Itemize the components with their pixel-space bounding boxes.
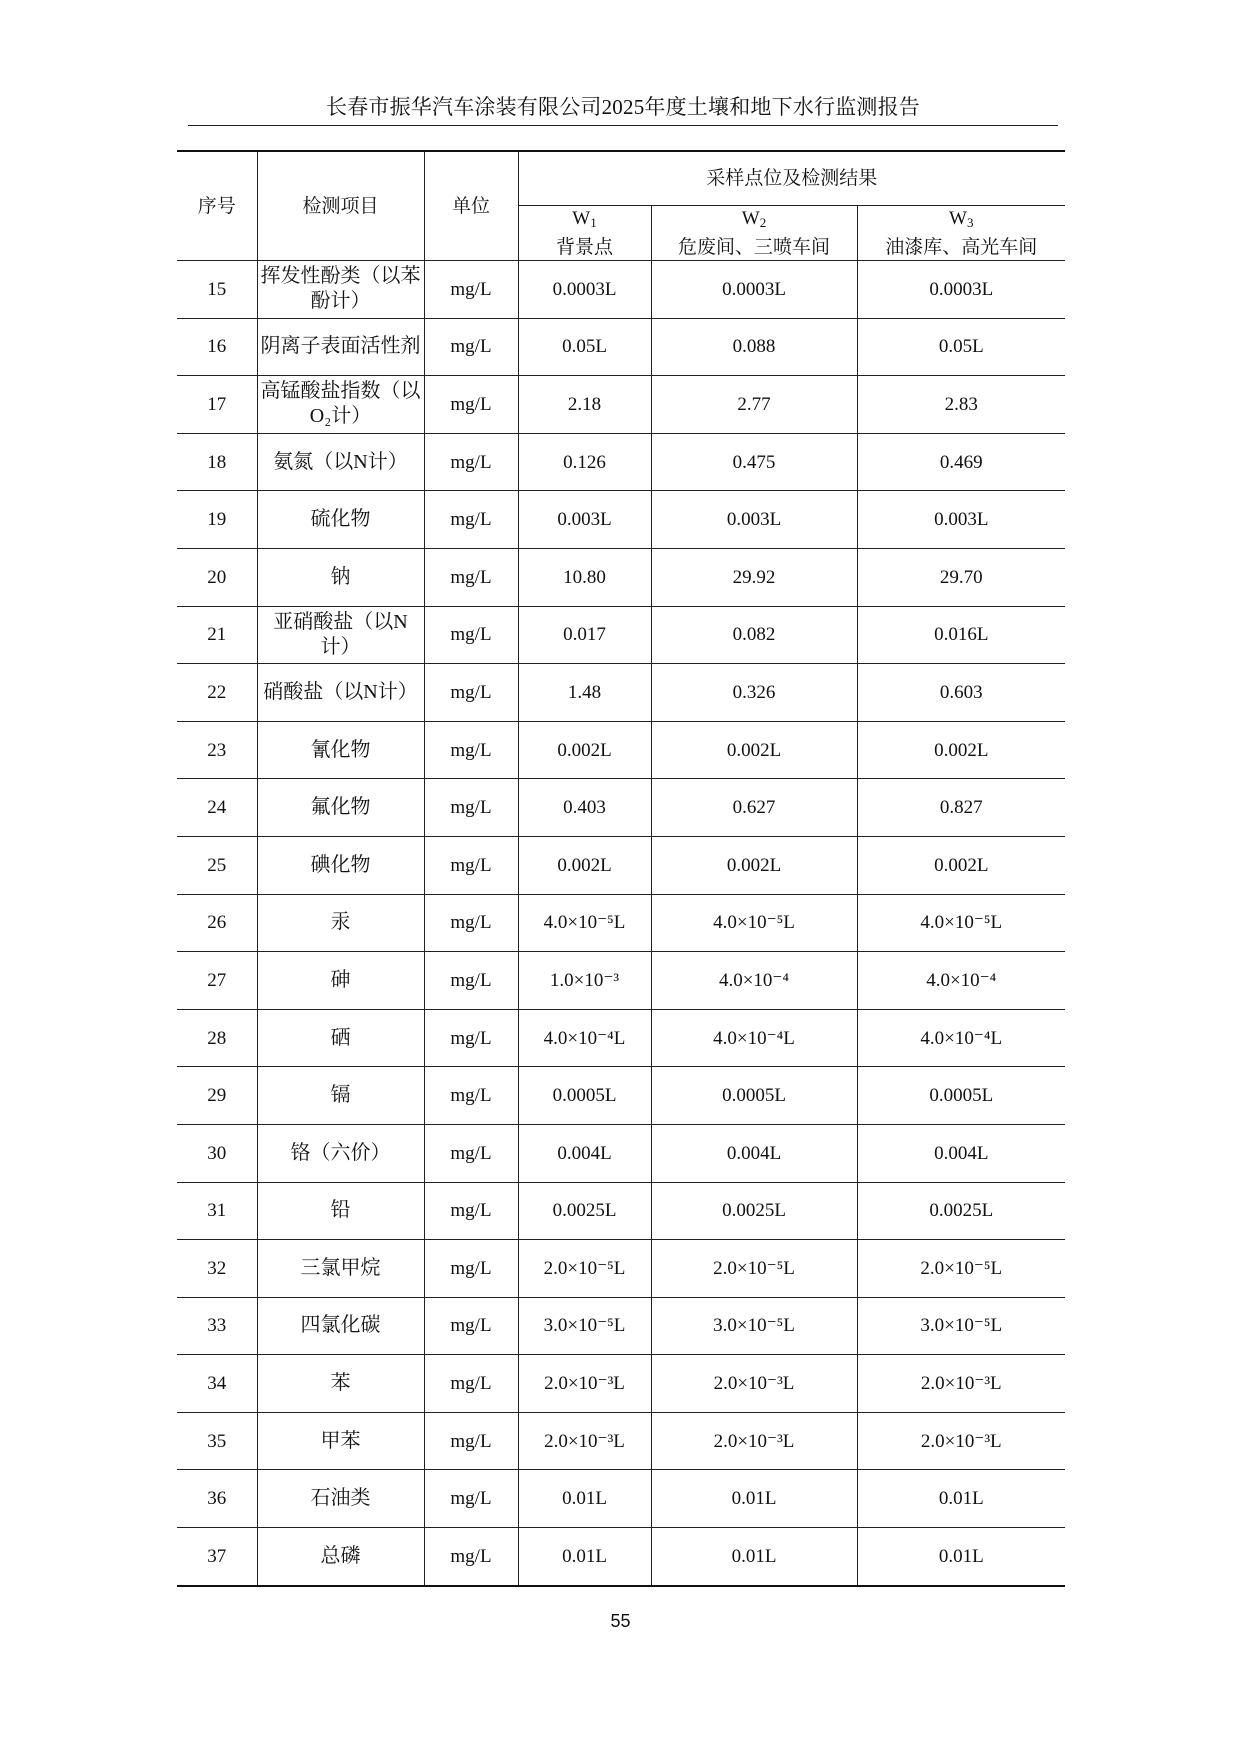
row-index-cell: 31 (177, 1182, 257, 1240)
row-value-w2: 0.627 (651, 779, 857, 837)
row-value-w3: 0.0003L (857, 261, 1065, 319)
row-value-w2: 0.475 (651, 433, 857, 491)
monitoring-results-table (177, 150, 1065, 1587)
row-unit-cell: mg/L (424, 779, 518, 837)
row-value-w2: 2.0×10⁻⁵L (651, 1240, 857, 1298)
table-row (177, 376, 1065, 434)
row-value-w3: 2.0×10⁻³L (857, 1355, 1065, 1413)
site-code-w3: $W_3$ (949, 208, 974, 230)
row-unit-cell: mg/L (424, 548, 518, 606)
site-header-w1 (518, 206, 651, 261)
table-row (177, 261, 1065, 319)
row-item-cell: 硒 (257, 1009, 424, 1067)
row-value-w3: 2.0×10⁻³L (857, 1412, 1065, 1470)
page-number: 55 (610, 1611, 631, 1631)
row-value-w1: 0.003L (518, 491, 651, 549)
report-title: 长春市振华汽车涂装有限公司2025年度土壤和地下水行监测报告 (326, 95, 920, 119)
row-item-cell: 亚硝酸盐（以N计） (257, 606, 424, 664)
row-item-cell: 总磷 (257, 1528, 424, 1586)
table-row (177, 1355, 1065, 1413)
row-value-w1: 0.05L (518, 318, 651, 376)
row-value-w1: 4.0×10⁻⁵L (518, 894, 651, 952)
row-unit-cell: mg/L (424, 606, 518, 664)
row-value-w3: 2.83 (857, 376, 1065, 434)
row-value-w2: 29.92 (651, 548, 857, 606)
row-unit-cell: mg/L (424, 1470, 518, 1528)
row-value-w3: 0.469 (857, 433, 1065, 491)
column-header-unit: 单位 (424, 151, 518, 261)
row-value-w1: 3.0×10⁻⁵L (518, 1297, 651, 1355)
row-value-w1: 0.0003L (518, 261, 651, 319)
row-index-cell: 33 (177, 1297, 257, 1355)
row-unit-cell: mg/L (424, 1412, 518, 1470)
row-unit-cell: mg/L (424, 1067, 518, 1125)
table-row (177, 779, 1065, 837)
column-header-sampling-group: 采样点位及检测结果 (518, 151, 1065, 206)
row-value-w3: 0.603 (857, 664, 1065, 722)
row-item-cell: 钠 (257, 548, 424, 606)
row-value-w3: 3.0×10⁻⁵L (857, 1297, 1065, 1355)
row-value-w3: 0.05L (857, 318, 1065, 376)
row-value-w2: 4.0×10⁻⁴L (651, 1009, 857, 1067)
row-item-cell: 硝酸盐（以N计） (257, 664, 424, 722)
row-value-w1: 0.002L (518, 836, 651, 894)
row-value-w1: 0.0025L (518, 1182, 651, 1240)
row-unit-cell: mg/L (424, 1124, 518, 1182)
row-value-w3: 0.01L (857, 1470, 1065, 1528)
row-item-cell: 高锰酸盐指数（以O₂计） (257, 376, 424, 434)
row-index-cell: 15 (177, 261, 257, 319)
row-index-cell: 24 (177, 779, 257, 837)
row-value-w3: 0.016L (857, 606, 1065, 664)
row-unit-cell: mg/L (424, 376, 518, 434)
row-value-w1: 0.01L (518, 1470, 651, 1528)
row-value-w2: 2.0×10⁻³L (651, 1412, 857, 1470)
row-item-cell: 氟化物 (257, 779, 424, 837)
row-item-cell: 阴离子表面活性剂 (257, 318, 424, 376)
row-unit-cell: mg/L (424, 721, 518, 779)
table-row (177, 1124, 1065, 1182)
row-value-w2: 2.0×10⁻³L (651, 1355, 857, 1413)
row-value-w1: 0.403 (518, 779, 651, 837)
row-value-w3: 4.0×10⁻⁵L (857, 894, 1065, 952)
table-row (177, 1412, 1065, 1470)
row-item-cell: 甲苯 (257, 1412, 424, 1470)
table-row (177, 548, 1065, 606)
row-index-cell: 37 (177, 1528, 257, 1586)
results-table-body (177, 261, 1065, 1586)
table-row (177, 664, 1065, 722)
row-index-cell: 19 (177, 491, 257, 549)
row-value-w2: 0.0003L (651, 261, 857, 319)
row-value-w1: 0.002L (518, 721, 651, 779)
row-index-cell: 20 (177, 548, 257, 606)
row-item-cell: 汞 (257, 894, 424, 952)
row-index-cell: 35 (177, 1412, 257, 1470)
row-unit-cell: mg/L (424, 1528, 518, 1586)
row-index-cell: 17 (177, 376, 257, 434)
row-value-w1: 0.01L (518, 1528, 651, 1586)
row-item-cell: 硫化物 (257, 491, 424, 549)
row-value-w1: 0.017 (518, 606, 651, 664)
site-code-w1: $W_1$ (572, 208, 597, 230)
row-value-w1: 2.18 (518, 376, 651, 434)
row-value-w3: 0.827 (857, 779, 1065, 837)
row-unit-cell: mg/L (424, 1240, 518, 1298)
row-index-cell: 30 (177, 1124, 257, 1182)
table-row (177, 1240, 1065, 1298)
row-item-cell: 三氯甲烷 (257, 1240, 424, 1298)
table-row (177, 952, 1065, 1010)
row-unit-cell: mg/L (424, 261, 518, 319)
row-item-cell: 镉 (257, 1067, 424, 1125)
table-row (177, 1067, 1065, 1125)
row-item-cell: 氰化物 (257, 721, 424, 779)
column-header-index: 序号 (177, 151, 257, 261)
row-value-w1: 0.004L (518, 1124, 651, 1182)
table-row (177, 1182, 1065, 1240)
row-unit-cell: mg/L (424, 894, 518, 952)
row-value-w3: 0.004L (857, 1124, 1065, 1182)
table-row (177, 894, 1065, 952)
site-header-w2 (651, 206, 857, 261)
row-index-cell: 36 (177, 1470, 257, 1528)
site-code-w2: $W_2$ (741, 208, 767, 230)
row-value-w2: 0.0025L (651, 1182, 857, 1240)
row-index-cell: 18 (177, 433, 257, 491)
row-index-cell: 32 (177, 1240, 257, 1298)
table-row (177, 721, 1065, 779)
row-value-w2: 0.326 (651, 664, 857, 722)
row-value-w2: 4.0×10⁻⁵L (651, 894, 857, 952)
row-index-cell: 28 (177, 1009, 257, 1067)
row-unit-cell: mg/L (424, 318, 518, 376)
row-index-cell: 25 (177, 836, 257, 894)
table-row (177, 491, 1065, 549)
row-value-w3: 0.0005L (857, 1067, 1065, 1125)
row-value-w1: 10.80 (518, 548, 651, 606)
row-value-w2: 0.004L (651, 1124, 857, 1182)
row-unit-cell: mg/L (424, 433, 518, 491)
row-unit-cell: mg/L (424, 1297, 518, 1355)
row-value-w1: 1.48 (518, 664, 651, 722)
row-value-w1: 0.126 (518, 433, 651, 491)
row-unit-cell: mg/L (424, 1009, 518, 1067)
row-value-w3: 4.0×10⁻⁴L (857, 1009, 1065, 1067)
table-row (177, 1470, 1065, 1528)
site-header-w3 (857, 206, 1065, 261)
site-name-w1: 背景点 (555, 237, 613, 258)
table-row (177, 1297, 1065, 1355)
row-item-cell: 挥发性酚类（以苯酚计） (257, 261, 424, 319)
row-item-cell: 铅 (257, 1182, 424, 1240)
column-header-item: 检测项目 (257, 151, 424, 261)
row-index-cell: 27 (177, 952, 257, 1010)
site-name-w3: 油漆库、高光车间 (885, 237, 1038, 258)
row-value-w1: 2.0×10⁻³L (518, 1412, 651, 1470)
row-item-cell: 碘化物 (257, 836, 424, 894)
row-value-w2: 2.77 (651, 376, 857, 434)
row-value-w2: 0.01L (651, 1528, 857, 1586)
row-value-w3: 0.003L (857, 491, 1065, 549)
row-unit-cell: mg/L (424, 1182, 518, 1240)
row-value-w2: 0.0005L (651, 1067, 857, 1125)
row-value-w1: 0.0005L (518, 1067, 651, 1125)
row-value-w1: 2.0×10⁻⁵L (518, 1240, 651, 1298)
row-value-w3: 29.70 (857, 548, 1065, 606)
row-value-w3: 2.0×10⁻⁵L (857, 1240, 1065, 1298)
row-unit-cell: mg/L (424, 664, 518, 722)
row-value-w1: 2.0×10⁻³L (518, 1355, 651, 1413)
row-value-w3: 0.01L (857, 1528, 1065, 1586)
row-value-w2: 0.082 (651, 606, 857, 664)
table-row (177, 1528, 1065, 1586)
row-index-cell: 21 (177, 606, 257, 664)
table-row (177, 1009, 1065, 1067)
row-index-cell: 34 (177, 1355, 257, 1413)
row-value-w2: 0.002L (651, 721, 857, 779)
row-unit-cell: mg/L (424, 1355, 518, 1413)
row-index-cell: 29 (177, 1067, 257, 1125)
row-item-cell: 四氯化碳 (257, 1297, 424, 1355)
row-index-cell: 26 (177, 894, 257, 952)
row-item-cell: 石油类 (257, 1470, 424, 1528)
row-value-w3: 0.002L (857, 836, 1065, 894)
row-index-cell: 16 (177, 318, 257, 376)
row-value-w3: 4.0×10⁻⁴ (857, 952, 1065, 1010)
row-unit-cell: mg/L (424, 491, 518, 549)
table-row (177, 433, 1065, 491)
row-value-w1: 1.0×10⁻³ (518, 952, 651, 1010)
row-item-cell: 苯 (257, 1355, 424, 1413)
row-item-cell: 砷 (257, 952, 424, 1010)
row-item-cell: 氨氮（以N计） (257, 433, 424, 491)
row-value-w3: 0.0025L (857, 1182, 1065, 1240)
row-value-w2: 0.01L (651, 1470, 857, 1528)
row-unit-cell: mg/L (424, 836, 518, 894)
row-index-cell: 22 (177, 664, 257, 722)
row-unit-cell: mg/L (424, 952, 518, 1010)
table-row (177, 318, 1065, 376)
row-value-w2: 3.0×10⁻⁵L (651, 1297, 857, 1355)
row-item-cell: 铬（六价） (257, 1124, 424, 1182)
header-rule (188, 125, 1058, 126)
row-index-cell: 23 (177, 721, 257, 779)
table-row (177, 836, 1065, 894)
row-value-w2: 0.088 (651, 318, 857, 376)
row-value-w3: 0.002L (857, 721, 1065, 779)
table-row (177, 606, 1065, 664)
row-value-w2: 4.0×10⁻⁴ (651, 952, 857, 1010)
row-value-w2: 0.002L (651, 836, 857, 894)
row-value-w2: 0.003L (651, 491, 857, 549)
site-name-w2: 危废间、三喷车间 (677, 237, 830, 258)
row-value-w1: 4.0×10⁻⁴L (518, 1009, 651, 1067)
